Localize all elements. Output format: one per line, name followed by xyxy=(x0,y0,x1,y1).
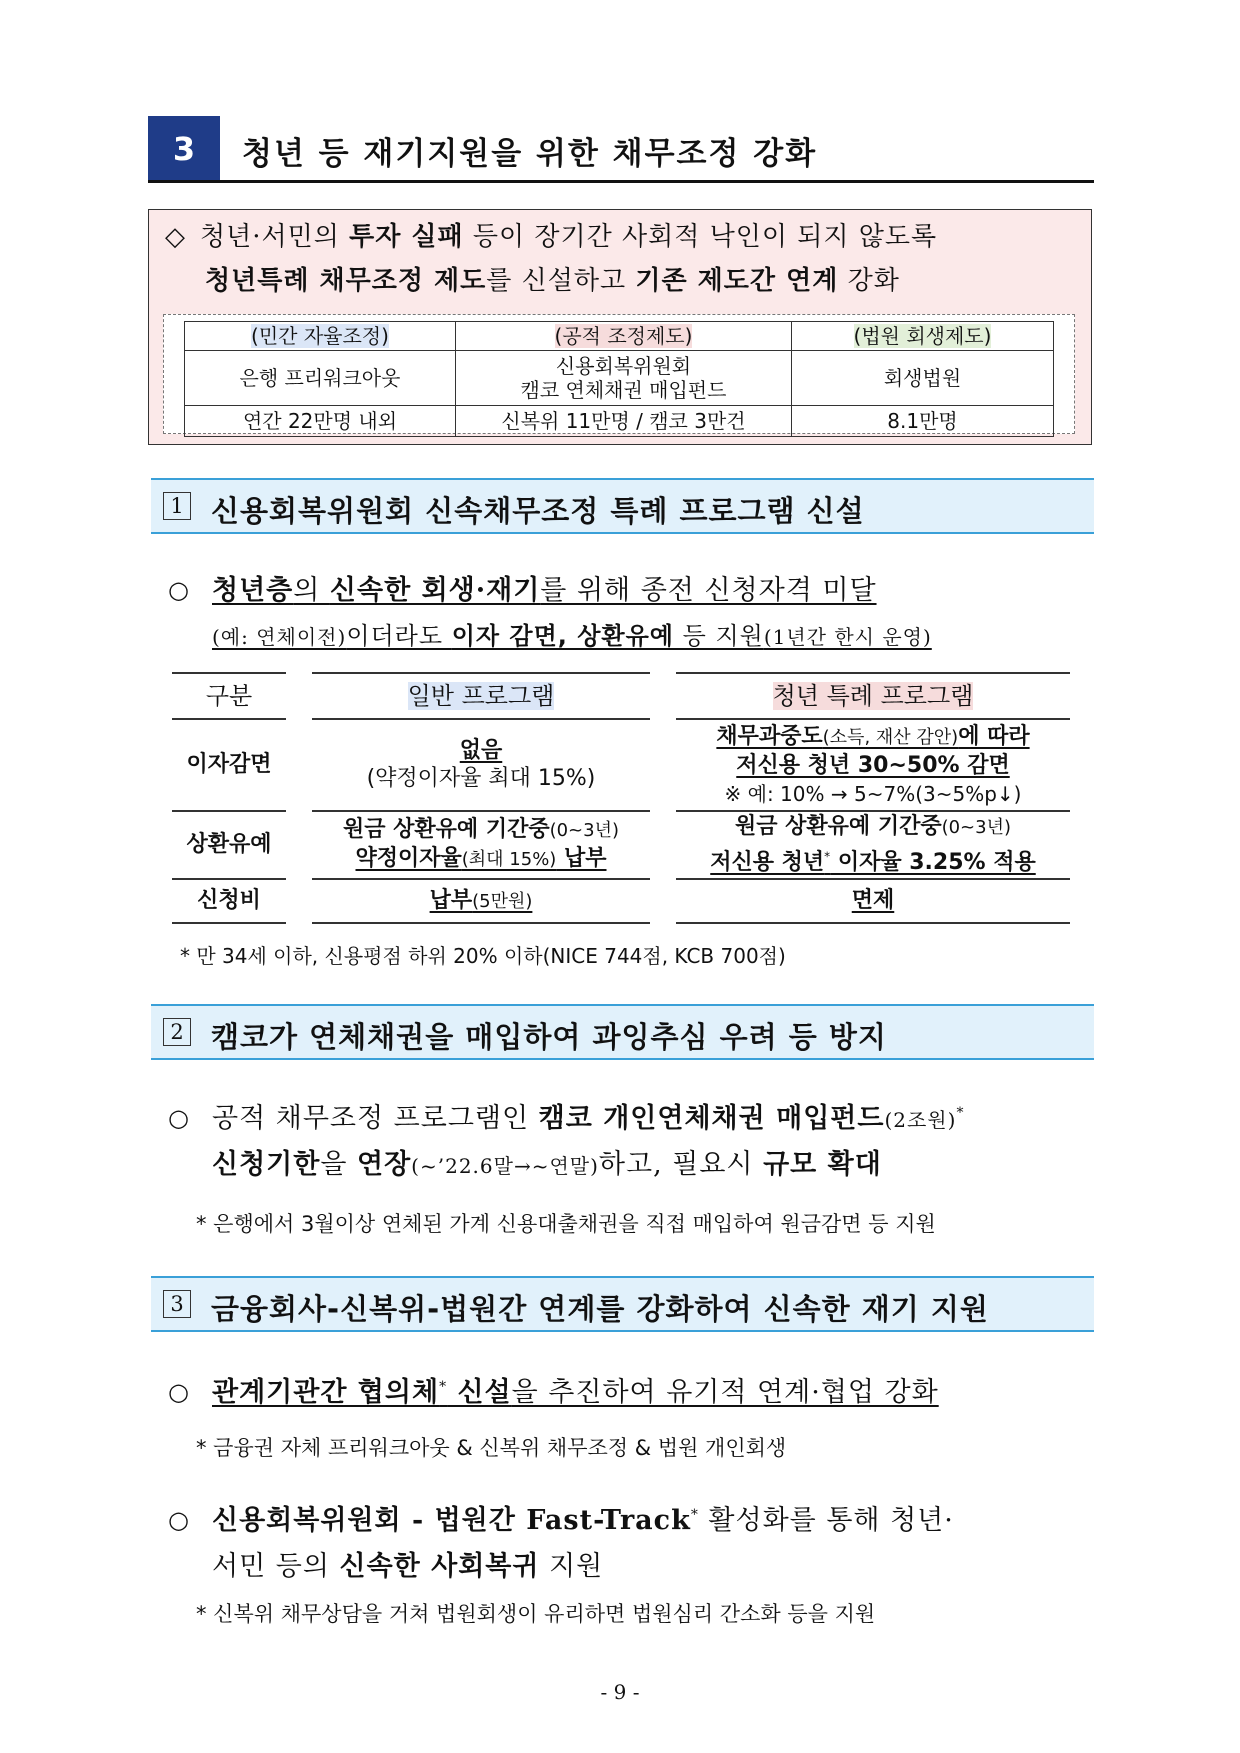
row-interest-youth: 채무과중도(소득, 재산 감안)에 따라 저신용 청년 30~50% 감면 ※ 예: 10% → 5~7%(3~5%p↓) xyxy=(716,723,1030,806)
title-underline xyxy=(148,180,1094,183)
cell-court-volume: 8.1만명 xyxy=(792,406,1054,437)
section-3-number: 3 xyxy=(163,1290,191,1318)
system-table-box xyxy=(163,314,1075,434)
row-fee-general: 납부(5만원) xyxy=(429,887,533,913)
row-interest-general: 없음 (약정이자율 최대 15%) xyxy=(366,738,596,791)
title-number-badge: 3 xyxy=(148,116,220,182)
header-court: (법원 회생제도) xyxy=(853,324,992,348)
row-fee-label: 신청비 xyxy=(197,888,261,913)
col-header-youth: 청년 특례 프로그램 xyxy=(772,682,974,710)
row-fee-youth: 면제 xyxy=(851,888,895,913)
section-3-bullet-2-line-2: 서민 등의 신속한 사회복귀 지원 xyxy=(212,1551,604,1582)
cell-court: 회생법원 xyxy=(792,351,1054,406)
section-3-bullet-2-line-1: 신용회복위원회 - 법원간 Fast-Track* 활성화를 통해 청년· xyxy=(212,1505,954,1536)
row-deferral-label: 상환유예 xyxy=(186,832,272,857)
section-1-number: 1 xyxy=(163,492,191,520)
summary-line-2: 청년특례 채무조정 제도를 신설하고 기존 제도간 연계 강화 xyxy=(205,266,900,296)
section-2-title: 캠코가 연체채권을 매입하여 과잉추심 우려 등 방지 xyxy=(211,1020,887,1054)
cell-public-institutions: 신용회복위원회 캠코 연체채권 매입펀드 xyxy=(456,351,792,406)
system-table xyxy=(184,321,1054,437)
row-deferral-general: 원금 상환유예 기간중(0~3년) 약정이자율(최대 15%) 납부 xyxy=(342,817,619,871)
section-2-footnote: * 은행에서 3월이상 연체된 가계 신용대출채권을 직접 매입하여 원금감면 등 지원 xyxy=(196,1212,936,1236)
page-title: 청년 등 재기지원을 위한 채무조정 강화 xyxy=(242,136,818,172)
cell-public-volume: 신복위 11만명 / 캠코 3만건 xyxy=(456,406,792,437)
diamond-icon: ◇ xyxy=(165,222,186,252)
cell-bank-workout: 은행 프리워크아웃 xyxy=(185,351,456,406)
section-3-title: 금융회사-신복위-법원간 연계를 강화하여 신속한 재기 지원 xyxy=(211,1292,989,1326)
col-header-category: 구분 xyxy=(205,682,253,710)
section-3-bullet-1: 관계기관간 협의체* 신설을 추진하여 유기적 연계·협업 강화 xyxy=(212,1377,939,1408)
section-2-bullet-line-2: 신청기한을 연장(~’22.6말→~연말)하고, 필요시 규모 확대 xyxy=(212,1149,882,1180)
row-deferral-youth: 원금 상환유예 기간중(0~3년) 저신용 청년* 이자율 3.25% 적용 xyxy=(710,814,1036,875)
summary-line-1: ◇ 청년·서민의 투자 실패 등이 장기간 사회적 낙인이 되지 않도록 xyxy=(165,222,938,252)
section-1-bullet-line-2: (예: 연체이전)이더라도 이자 감면, 상환유예 등 지원(1년간 한시 운영) xyxy=(212,622,932,650)
section-3-footnote-1: * 금융권 자체 프리워크아웃 & 신복위 채무조정 & 법원 개인회생 xyxy=(196,1436,787,1460)
page-number: - 9 - xyxy=(600,1680,640,1704)
section-3-header xyxy=(151,1276,1094,1332)
summary-box xyxy=(148,209,1092,445)
bullet-icon: ○ xyxy=(168,1104,189,1132)
section-1-title: 신용회복위원회 신속채무조정 특례 프로그램 신설 xyxy=(211,494,865,528)
cell-private-volume: 연간 22만명 내외 xyxy=(185,406,456,437)
section-3-footnote-2: * 신복위 채무상담을 거쳐 법원회생이 유리하면 법원심리 간소화 등을 지원 xyxy=(196,1602,876,1626)
section-2-header xyxy=(151,1004,1094,1060)
row-interest-label: 이자감면 xyxy=(186,752,272,777)
section-1-header xyxy=(151,478,1094,534)
section-2-number: 2 xyxy=(163,1018,191,1046)
header-private: (민간 자율조정) xyxy=(251,324,389,348)
col-header-general: 일반 프로그램 xyxy=(407,682,555,710)
bullet-icon: ○ xyxy=(168,1506,189,1534)
header-public: (공적 조정제도) xyxy=(554,324,693,348)
section-1-bullet-line-1: 청년층의 신속한 회생·재기를 위해 종전 신청자격 미달 xyxy=(212,575,877,606)
bullet-icon: ○ xyxy=(168,576,189,604)
bullet-icon: ○ xyxy=(168,1378,189,1406)
section-1-footnote: * 만 34세 이하, 신용평점 하위 20% 이하(NICE 744점, KCB 700점) xyxy=(180,944,786,968)
section-2-bullet-line-1: 공적 채무조정 프로그램인 캠코 개인연체채권 매입펀드(2조원)* xyxy=(212,1103,965,1134)
